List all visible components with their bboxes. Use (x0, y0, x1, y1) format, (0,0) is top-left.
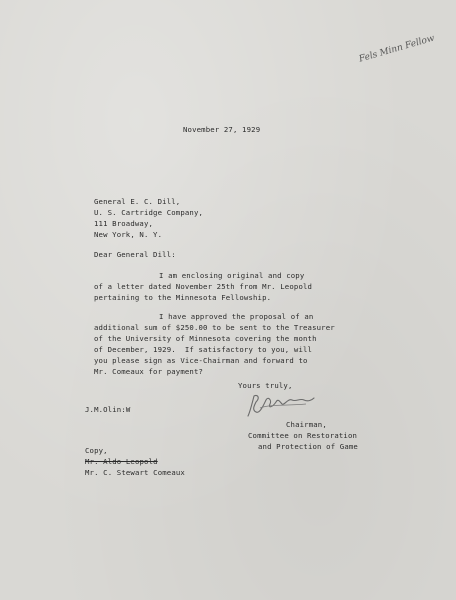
paragraph2-line: additional sum of $250.00 to be sent to the Treasurer (94, 323, 335, 332)
paragraph1-line: of a letter dated November 25th from Mr. Leopold (94, 282, 313, 291)
copy-recipient: Mr. Aldo Leopold (85, 457, 158, 466)
handwritten-annotation: Fels Minn Fellow (358, 33, 436, 65)
address-line: U. S. Cartridge Company, (94, 208, 204, 217)
address-line: General E. C. Dill, (94, 197, 181, 206)
paragraph2-line: you please sign as Vice-Chairman and forward to (94, 356, 308, 365)
paragraph1-line: I am enclosing original and copy (159, 271, 305, 280)
typist-initials: J.M.Olin:W (85, 405, 131, 414)
signature-title-line: Chairman, (286, 420, 327, 429)
address-line: 111 Broadway, (94, 219, 154, 228)
copy-label: Copy, (85, 446, 108, 455)
signature-title-line: Committee on Restoration (248, 431, 358, 440)
address-line: New York, N. Y. (94, 230, 163, 239)
salutation: Dear General Dill: (94, 250, 176, 259)
paragraph2-line: of December, 1929. If satisfactory to you, will (94, 345, 313, 354)
copy-recipient: Mr. C. Stewart Comeaux (85, 468, 185, 477)
handwritten-signature (246, 390, 316, 420)
paragraph2-line: Mr. Comeaux for payment? (94, 367, 204, 376)
signature-title-line: and Protection of Game (258, 442, 358, 451)
closing: Yours truly, (238, 381, 293, 390)
paragraph1-line: pertaining to the Minnesota Fellowship. (94, 293, 272, 302)
paragraph2-line: I have approved the proposal of an (159, 312, 314, 321)
paragraph2-line: of the University of Minnesota covering the month (94, 334, 317, 343)
letter-date: November 27, 1929 (183, 125, 261, 134)
